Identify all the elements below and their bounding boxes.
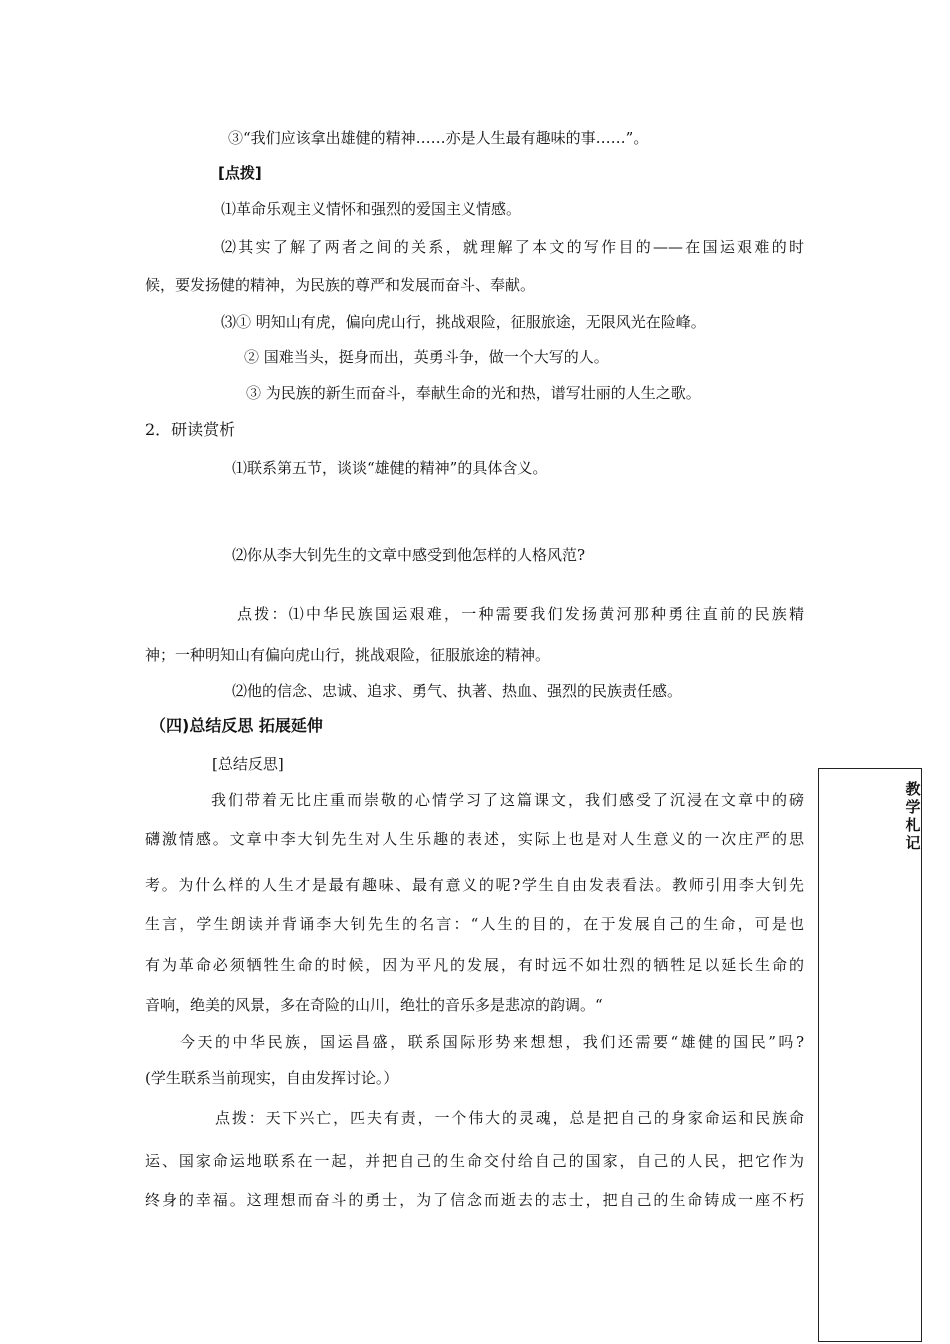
summary-para-2-line-2: (学生联系当前现实，自由发挥讨论。） bbox=[145, 1069, 399, 1087]
summary-para-3-line: 运、国家命运地联系在一起，并把自己的生命交付给自己的国家，自己的人民，把它作为 bbox=[145, 1152, 804, 1170]
summary-para-1-line: 生言，学生朗读并背诵李大钊先生的名言：“人生的目的，在于发展自己的生命，可是也 bbox=[145, 915, 804, 933]
hint-2-line-1: ⑵其实了解了两者之间的关系，就理解了本文的写作目的——在国运艰难的时 bbox=[221, 238, 804, 256]
summary-para-1-line: 有为革命必须牺牲生命的时候，因为平凡的发展，有时远不如壮烈的牺牲足以延长生命的 bbox=[145, 956, 804, 974]
hint-2-line-2: 候，要发扬健的精神，为民族的尊严和发展而奋斗、奉献。 bbox=[145, 276, 536, 294]
notes-char: 学 bbox=[905, 798, 921, 816]
summary-para-3-line: 终身的幸福。这理想而奋斗的勇士，为了信念而逝去的志士，把自己的生命铸成一座不朽 bbox=[145, 1191, 804, 1209]
study-answer-1-line-2: 神；一种明知山有偏向虎山行，挑战艰险，征服旅途的精神。 bbox=[145, 646, 551, 664]
summary-para-1-line: 考。为什么样的人生才是最有趣味、最有意义的呢?学生自由发表看法。教师引用李大钊先 bbox=[145, 876, 804, 894]
notes-char: 札 bbox=[905, 816, 921, 834]
study-heading: 2．研读赏析 bbox=[145, 420, 236, 439]
notes-char: 教 bbox=[905, 780, 921, 798]
summary-para-2-line-1: 今天的中华民族，国运昌盛，联系国际形势来想想，我们还需要“雄健的国民”吗? bbox=[180, 1033, 804, 1051]
notes-char: 记 bbox=[905, 834, 921, 852]
study-question-2: ⑵你从李大钊先生的文章中感受到他怎样的人格风范? bbox=[232, 546, 586, 564]
teaching-notes-label bbox=[904, 780, 922, 852]
hint-3-item-1: ⑶① 明知山有虎，偏向虎山行，挑战艰险，征服旅途，无限风光在险峰。 bbox=[221, 313, 706, 331]
summary-sub-heading: [总结反思] bbox=[212, 755, 284, 773]
summary-para-1-line: 音响，绝美的风景，多在奇险的山川，绝壮的音乐多是悲凉的韵调。“ bbox=[145, 996, 603, 1014]
summary-para-1-line: 礴激情感。文章中李大钊先生对人生乐趣的表述，实际上也是对人生意义的一次庄严的思 bbox=[145, 830, 804, 848]
summary-para-3-line: 点拨：天下兴亡，匹夫有责，一个伟大的灵魂，总是把自己的身家命运和民族命 bbox=[215, 1109, 804, 1127]
hint-header: [点拨] bbox=[218, 164, 262, 182]
summary-para-1-line: 我们带着无比庄重而崇敬的心情学习了这篇课文，我们感受了沉浸在文章中的磅 bbox=[211, 791, 804, 809]
hint-3-item-3: ③ 为民族的新生而奋斗，奉献生命的光和热，谱写壮丽的人生之歌。 bbox=[246, 384, 701, 402]
study-question-1: ⑴联系第五节，谈谈“雄健的精神”的具体含义。 bbox=[232, 459, 548, 477]
teaching-notes-box bbox=[818, 768, 922, 1342]
quote-3: ③“我们应该拿出雄健的精神……亦是人生最有趣味的事……”。 bbox=[228, 129, 649, 147]
hint-3-item-2: ② 国难当头，挺身而出，英勇斗争，做一个大写的人。 bbox=[244, 348, 609, 366]
section-4-heading: （四)总结反思 拓展延伸 bbox=[150, 716, 323, 735]
study-answer-1-line-1: 点拨：⑴中华民族国运艰难，一种需要我们发扬黄河那种勇往直前的民族精 bbox=[237, 605, 804, 623]
study-answer-2: ⑵他的信念、忠诚、追求、勇气、执著、热血、强烈的民族责任感。 bbox=[232, 682, 683, 700]
hint-1: ⑴革命乐观主义情怀和强烈的爱国主义情感。 bbox=[221, 200, 522, 218]
